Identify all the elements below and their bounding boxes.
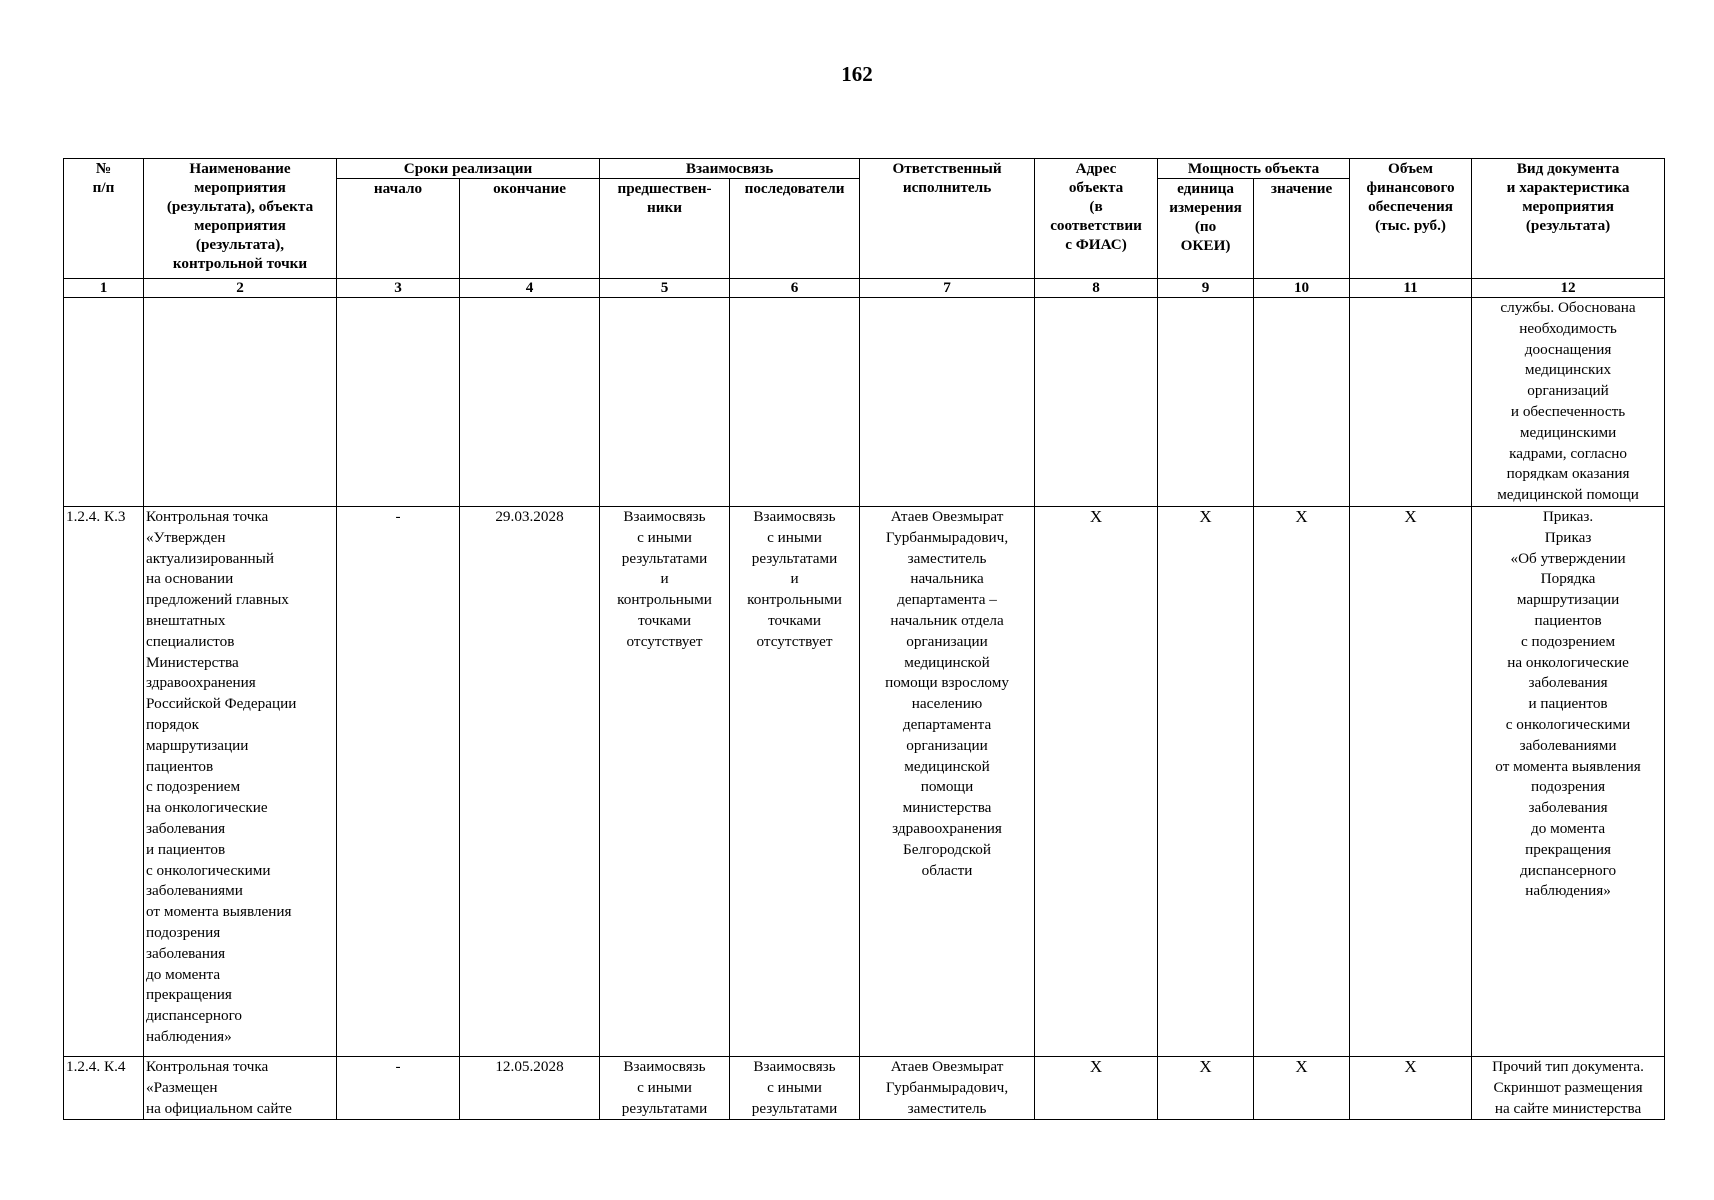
- row-unit-cell: X: [1158, 506, 1254, 1056]
- text-line: пациентов: [146, 757, 214, 775]
- text-line: Скриншот размещения: [1493, 1078, 1643, 1096]
- text-line: порядкам оказания: [1506, 465, 1630, 483]
- text-line: ОКЕИ): [1180, 237, 1231, 254]
- column-numbers-row: [64, 279, 1665, 298]
- text-line: пациентов: [1534, 611, 1602, 629]
- text-line: на онкологические: [1507, 653, 1629, 671]
- row-responsible-cell: [860, 1056, 1035, 1119]
- text-line: необходимость: [1519, 319, 1617, 337]
- text-line: единица: [1177, 180, 1234, 197]
- header-group-relation: Взаимосвязь: [600, 159, 860, 179]
- column-number: 11: [1350, 279, 1472, 298]
- text-line: соответствии: [1050, 217, 1142, 234]
- header-col-name: [144, 159, 337, 279]
- empty-cell: [860, 298, 1035, 507]
- text-line: маршрутизации: [146, 736, 249, 754]
- text-line: населению: [911, 695, 983, 713]
- empty-cell: [730, 298, 860, 507]
- text-line: департамента –: [897, 591, 997, 609]
- text-line: с подозрением: [146, 778, 241, 796]
- column-number: 9: [1158, 279, 1254, 298]
- text-line: ники: [647, 199, 683, 216]
- text-line: заболеваниями: [146, 882, 243, 900]
- text-line: Взаимосвязь: [753, 507, 836, 525]
- header-col-value: значение: [1254, 179, 1350, 279]
- text-line: заболевания: [146, 944, 226, 962]
- column-number: 5: [600, 279, 730, 298]
- text-line: Приказ: [1544, 528, 1592, 546]
- column-number: 4: [460, 279, 600, 298]
- text-line: медицинской: [904, 653, 990, 671]
- text-line: до момента: [1531, 819, 1606, 837]
- header-col-start: начало: [337, 179, 460, 279]
- text-line: подозрения: [1530, 778, 1606, 796]
- text-line: Объем: [1388, 160, 1434, 177]
- text-line: внештатных: [146, 611, 226, 629]
- text-line: маршрутизации: [1516, 591, 1620, 609]
- text-line: с иными: [767, 528, 822, 546]
- row-document-cell: [1472, 1056, 1665, 1119]
- empty-cell: [1158, 298, 1254, 507]
- text-line: Гурбанмырадович,: [885, 528, 1009, 546]
- row-start-cell: -: [337, 506, 460, 1056]
- text-line: здравоохранения: [146, 674, 256, 692]
- text-line: Прочий тип документа.: [1492, 1057, 1644, 1075]
- text-line: заболеваниями: [1519, 736, 1617, 754]
- column-number: 3: [337, 279, 460, 298]
- measures-table: [63, 158, 1665, 1120]
- text-line: Взаимосвязь: [623, 1057, 706, 1075]
- text-line: от момента выявления: [1495, 757, 1641, 775]
- text-line: от момента выявления: [146, 903, 292, 921]
- row-number-cell: 1.2.4. К.4: [64, 1056, 144, 1119]
- text-line: «Утвержден: [146, 528, 226, 546]
- text-line: Белгородской: [903, 840, 992, 858]
- text-line: с иными: [637, 528, 692, 546]
- text-line: департамента: [902, 715, 992, 733]
- text-line: Наименование: [189, 160, 291, 177]
- text-line: начальник отдела: [890, 611, 1004, 629]
- text-line: «Размещен: [146, 1078, 218, 1096]
- text-line: организации: [906, 632, 988, 650]
- row-name-cell: [144, 506, 337, 1056]
- text-line: заместитель: [907, 549, 987, 567]
- column-number: 6: [730, 279, 860, 298]
- text-line: на официальном сайте: [146, 1099, 292, 1117]
- row-address-cell: X: [1035, 506, 1158, 1056]
- column-number: 2: [144, 279, 337, 298]
- text-line: медицинской помощи: [1497, 486, 1639, 504]
- row-name-cell: [144, 1056, 337, 1119]
- text-line: министерства: [902, 799, 992, 817]
- table-row-k3: [64, 506, 1665, 1056]
- text-line: службы. Обоснована: [1500, 299, 1636, 316]
- column-number: 1: [64, 279, 144, 298]
- text-line: объекта: [1068, 179, 1124, 196]
- row-responsible-cell: [860, 506, 1035, 1056]
- table-row-continuation: [64, 298, 1665, 507]
- text-line: результатами: [621, 1099, 708, 1117]
- text-line: (результата): [1525, 217, 1611, 234]
- text-line: измерения: [1169, 199, 1242, 216]
- empty-cell: [144, 298, 337, 507]
- text-line: Атаев Овезмырат: [890, 507, 1004, 525]
- text-line: результатами: [621, 549, 708, 567]
- header-col-successors: последователи: [730, 179, 860, 279]
- empty-cell: [600, 298, 730, 507]
- row-document-cell: [1472, 298, 1665, 507]
- column-number: 8: [1035, 279, 1158, 298]
- text-line: прекращения: [1525, 840, 1611, 858]
- row-end-cell: 29.03.2028: [460, 506, 600, 1056]
- text-line: (результата),: [195, 236, 285, 253]
- text-line: точками: [768, 611, 821, 629]
- text-line: и обеспеченность: [1510, 402, 1626, 420]
- text-line: с ФИАС): [1065, 236, 1127, 253]
- text-line: Атаев Овезмырат: [890, 1057, 1004, 1075]
- text-line: и: [660, 570, 669, 588]
- text-line: отсутствует: [626, 632, 703, 650]
- row-start-cell: -: [337, 1056, 460, 1119]
- text-line: (тыс. руб.): [1375, 217, 1446, 234]
- text-line: точками: [638, 611, 691, 629]
- text-line: с иными: [767, 1078, 822, 1096]
- row-value-cell: X: [1254, 1056, 1350, 1119]
- text-line: с иными: [637, 1078, 692, 1096]
- text-line: области: [921, 861, 973, 879]
- text-line: Взаимосвязь: [753, 1057, 836, 1075]
- text-line: Приказ.: [1542, 507, 1594, 525]
- text-line: Контрольная точка: [146, 507, 269, 525]
- text-line: с онкологическими: [146, 861, 271, 879]
- text-line: №: [95, 160, 112, 177]
- text-line: отсутствует: [756, 632, 833, 650]
- text-line: медицинской: [904, 757, 990, 775]
- text-line: Порядка: [1540, 570, 1596, 588]
- text-line: контрольными: [747, 591, 842, 609]
- row-end-cell: 12.05.2028: [460, 1056, 600, 1119]
- text-line: Вид документа: [1516, 160, 1620, 177]
- header-col-predecessors: [600, 179, 730, 279]
- text-line: (результата), объекта: [166, 198, 314, 215]
- header-col-unit: [1158, 179, 1254, 279]
- text-line: организаций: [1527, 382, 1609, 400]
- text-line: специалистов: [146, 632, 235, 650]
- text-line: кадрами, согласно: [1509, 444, 1627, 462]
- empty-cell: [64, 298, 144, 507]
- row-document-cell: [1472, 506, 1665, 1056]
- header-col-finance: [1350, 159, 1472, 279]
- empty-cell: [1254, 298, 1350, 507]
- text-line: подозрения: [146, 923, 221, 941]
- text-line: (по: [1194, 218, 1217, 235]
- text-line: и: [790, 570, 799, 588]
- header-group-terms: Сроки реализации: [337, 159, 600, 179]
- table-row-k4: [64, 1056, 1665, 1119]
- text-line: мероприятия: [194, 179, 286, 196]
- row-predecessors-cell: [600, 1056, 730, 1119]
- text-line: медицинских: [1524, 361, 1612, 379]
- row-successors-cell: [730, 1056, 860, 1119]
- text-line: заболевания: [1528, 674, 1608, 692]
- text-line: здравоохранения: [892, 819, 1002, 837]
- text-line: обеспечения: [1368, 198, 1453, 215]
- column-number: 7: [860, 279, 1035, 298]
- text-line: заболевания: [1528, 799, 1608, 817]
- row-number-cell: 1.2.4. К.3: [64, 506, 144, 1056]
- text-line: на онкологические: [146, 799, 268, 817]
- row-unit-cell: X: [1158, 1056, 1254, 1119]
- text-line: и характеристика: [1506, 179, 1630, 196]
- text-line: наблюдения»: [1525, 882, 1611, 900]
- text-line: Адрес: [1075, 160, 1117, 177]
- text-line: с онкологическими: [1505, 715, 1631, 733]
- text-line: помощи: [920, 778, 974, 796]
- header-col-end: окончание: [460, 179, 600, 279]
- empty-cell: [337, 298, 460, 507]
- page-number: 162: [841, 62, 873, 86]
- text-line: начальника: [910, 570, 984, 588]
- text-line: и пациентов: [146, 840, 226, 858]
- column-number: 10: [1254, 279, 1350, 298]
- text-line: контрольной точки: [172, 255, 308, 272]
- column-number: 12: [1472, 279, 1665, 298]
- text-line: диспансерного: [1520, 861, 1617, 879]
- text-line: Взаимосвязь: [623, 507, 706, 525]
- text-line: Гурбанмырадович,: [885, 1078, 1009, 1096]
- row-successors-cell: [730, 506, 860, 1056]
- text-line: контрольными: [617, 591, 712, 609]
- text-line: дооснащения: [1524, 340, 1612, 358]
- text-line: прекращения: [146, 986, 232, 1004]
- text-line: мероприятия: [1522, 198, 1614, 215]
- text-line: с подозрением: [1521, 632, 1616, 650]
- header-col-responsible: [860, 159, 1035, 279]
- text-line: заместитель: [907, 1099, 987, 1117]
- text-line: Ответственный: [892, 160, 1002, 177]
- row-address-cell: X: [1035, 1056, 1158, 1119]
- header-col-number: [64, 159, 144, 279]
- header-col-document: [1472, 159, 1665, 279]
- text-line: финансового: [1366, 179, 1455, 196]
- empty-cell: [1035, 298, 1158, 507]
- text-line: Министерства: [146, 653, 239, 671]
- text-line: предшествен-: [617, 180, 712, 197]
- row-finance-cell: X: [1350, 1056, 1472, 1119]
- text-line: Контрольная точка: [146, 1057, 269, 1075]
- text-line: порядок: [146, 715, 200, 733]
- text-line: Российской Федерации: [146, 695, 297, 713]
- row-finance-cell: X: [1350, 506, 1472, 1056]
- text-line: актуализированный: [146, 549, 274, 567]
- text-line: результатами: [751, 549, 838, 567]
- text-line: п/п: [92, 179, 115, 196]
- header-row-1: [64, 159, 1665, 179]
- empty-cell: [460, 298, 600, 507]
- text-line: на основании: [146, 570, 234, 588]
- row-predecessors-cell: [600, 506, 730, 1056]
- row-value-cell: X: [1254, 506, 1350, 1056]
- text-line: мероприятия: [194, 217, 286, 234]
- header-col-address: [1035, 159, 1158, 279]
- text-line: «Об утверждении: [1510, 549, 1626, 567]
- empty-cell: [1350, 298, 1472, 507]
- text-line: исполнитель: [902, 179, 992, 196]
- text-line: и пациентов: [1528, 695, 1608, 713]
- text-line: организации: [906, 736, 988, 754]
- header-group-capacity: Мощность объекта: [1158, 159, 1350, 179]
- text-line: наблюдения»: [146, 1027, 232, 1045]
- text-line: на сайте министерства: [1494, 1099, 1642, 1117]
- text-line: помощи взрослому: [885, 674, 1009, 692]
- text-line: результатами: [751, 1099, 838, 1117]
- text-line: предложений главных: [146, 591, 289, 609]
- text-line: медицинскими: [1519, 423, 1617, 441]
- text-line: до момента: [146, 965, 221, 983]
- text-line: диспансерного: [146, 1007, 243, 1025]
- text-line: (в: [1089, 198, 1103, 215]
- text-line: заболевания: [146, 819, 226, 837]
